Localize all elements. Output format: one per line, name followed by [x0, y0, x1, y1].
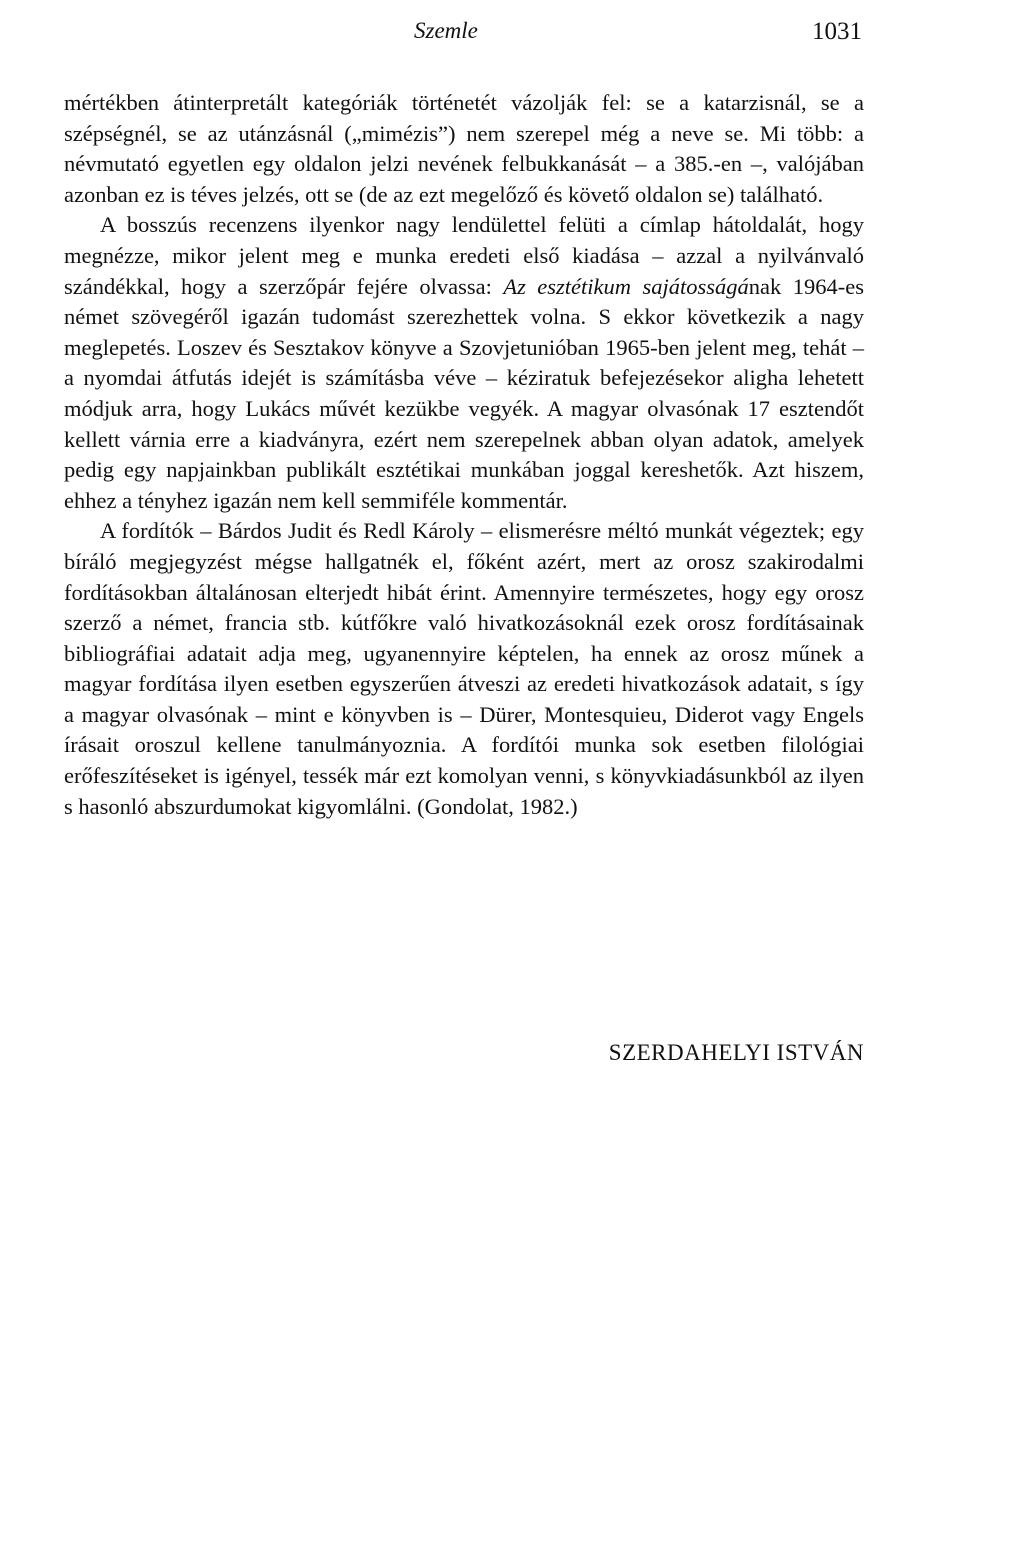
running-head: [0, 14, 1024, 54]
paragraph-2-text-end: nak 1964-es német szövegéről igazán tudomást szerezhettek volna. S ekkor következik a nagy meglepetés. Loszev és Sesztakov könyve a Szovjetunióban 1965-ben jelent meg, tehát – a nyomdai átfutás idejét is számításba véve – kéziratuk befejezésekor aligha lehetett módjuk arra, hogy Lukács művét kezükbe vegyék. A magyar olvasónak 17 esztendőt kellett várnia erre a kiadványra, ezért nem szerepelnek abban olyan adatok, amelyek pedig egy napjainkban publikált esztétikai munkában joggal kereshetők. Azt hiszem, ehhez a tényhez igazán nem kell semmiféle kommentár.: [64, 273, 864, 513]
paragraph-2-text-start: A bosszús recenzens ilyenkor nagy lendülettel felüti a címlap hátoldalát, hogy megnézze, mikor jelent meg e munka eredeti első kiadása – azzal a nyilvánvaló szándékkal, hogy a szerzőpár fejére olvassa:: [64, 212, 864, 299]
paragraph-1: mértékben átinterpretált kategóriák történetét vázolják fel: se a katarzisnál, se a szépségnél, se az utánzásnál („mimézis”) nem szerepel még a neve se. Mi több: a névmutató egyetlen egy oldalon jelzi nevének felbukkanását – a 385.-en –, valójában azonban ez is téves jelzés, ott se (de az ezt megelőző és követő oldalon se) található.: [64, 90, 864, 207]
paragraph-3: A fordítók – Bárdos Judit és Redl Károly – elismerésre méltó munkát végeztek; egy bíráló megjegyzést mégse hallgatnék el, főként azért, mert az orosz szakirodalmi fordításokban általánosan elterjedt hibát érint. Amennyire természetes, hogy egy orosz szerző a német, francia stb. kútfőkre való hivatkozásoknál ezek orosz fordításainak bibliográfiai adatait adja meg, ugyanennyire képtelen, ha ennek az orosz műnek a magyar fordítása ilyen esetben egyszerűen átveszi az eredeti hivatkozások adatait, s így a magyar olvasónak – mint e könyvben is – Dürer, Montesquieu, Diderot vagy Engels írásait oroszul kellene tanulmányoznia. A fordítói munka sok esetben filológiai erőfeszítéseket is igényel, tessék már ezt komolyan venni, s könyvkiadásunkból az ilyen s hasonló abszurdumokat kigyomlálni. (Gondolat, 1982.): [64, 518, 864, 819]
paragraph-2: [64, 210, 864, 516]
book-title: Az esztétikum sajátosságá: [503, 273, 749, 299]
review-body: [64, 88, 864, 822]
page-number: 1031: [812, 18, 862, 45]
section-title: Szemle: [414, 18, 478, 43]
author-signature: SZERDAHELYI ISTVÁN: [608, 1040, 864, 1065]
